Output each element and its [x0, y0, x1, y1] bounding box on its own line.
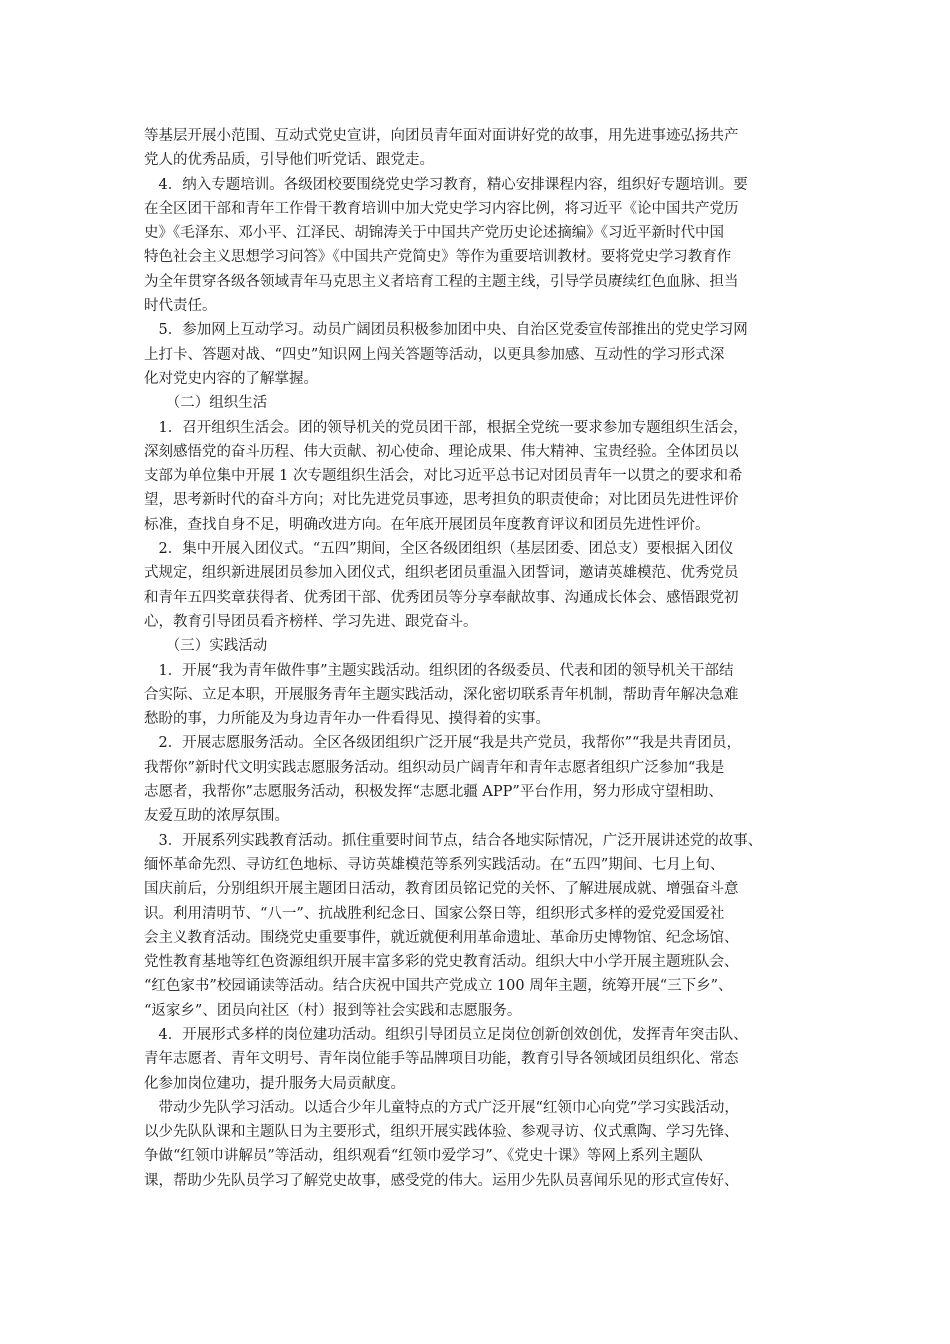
text-line: 5．参加网上互动学习。动员广阔团员积极参加团中央、自治区党委宣传部推出的党史学习网 [144, 322, 748, 339]
text-line: 深刻感悟党的奋斗历程、伟大贡献、初心使命、理论成果、伟大精神、宝贵经验。全体团员以 [144, 443, 739, 460]
text-line: 时代责任。 [144, 298, 217, 315]
text-line: 在全区团干部和青年工作骨干教育培训中加大党史学习内容比例，将习近平《论中国共产党历 [144, 200, 739, 217]
text-line: 1．开展“我为青年做件事”主题实践活动。组织团的各级委员、代表和团的领导机关干部结 [144, 662, 734, 679]
text-line: 化参加岗位建功，提升服务大局贡献度。 [144, 1075, 405, 1092]
text-line: 3．开展系列实践教育活动。抓住重要时间节点，结合各地实际情况，广泛开展讲述党的故事、 [144, 832, 763, 849]
text-line: 4．开展形式多样的岗位建功活动。组织引导团员立足岗位创新创效创优，发挥青年突击队、 [144, 1026, 748, 1043]
text-line: 式规定，组织新进展团员参加入团仪式，组织老团员重温入团誓词，邀请英雄模范、优秀党员 [144, 565, 739, 582]
text-line: 等基层开展小范围、互动式党史宣讲，向团员青年面对面讲好党的故事，用先进事迹弘扬共产 [144, 128, 739, 144]
text-line: 和青年五四奖章获得者、优秀团干部、优秀团员等分享奉献故事、沟通成长体会、感悟跟党初 [144, 589, 739, 606]
document-body [144, 124, 814, 1193]
text-line: 1．召开组织生活会。团的领导机关的党员团干部，根据全党统一要求参加专题组织生活会， [144, 419, 748, 436]
text-line: “返家乡”、团员向社区（村）报到等社会实践和志愿服务。 [144, 1002, 522, 1019]
text-line: 青年志愿者、青年文明号、青年岗位能手等品牌项目功能，教育引导各领域团员组织化、常态 [144, 1051, 739, 1068]
text-line: 带动少先队学习活动。以适合少年儿童特点的方式广泛开展“红领巾心向党”学习实践活动， [144, 1099, 739, 1116]
text-line: 会主义教育活动。围绕党史重要事件，就近就便利用革命遗址、革命历史博物馆、纪念场馆、 [144, 929, 739, 946]
text-line: 愁盼的事，力所能及为身边青年办一件看得见、摸得着的实事。 [144, 711, 550, 728]
text-line: 心，教育引导团员看齐榜样、学习先进、跟党奋斗。 [144, 613, 478, 630]
text-line: 国庆前后，分别组织开展主题团日活动，教育团员铭记党的关怀、了解进展成就、增强奋斗意 [144, 881, 739, 898]
text-line: 支部为单位集中开展 1 次专题组织生活会，对比习近平总书记对团员青年一以贯之的要求和希 [144, 468, 743, 485]
text-line: 党性教育基地等红色资源组织开展丰富多彩的党史教育活动。组织大中小学开展主题班队会、 [144, 954, 739, 971]
text-line: 史》《毛泽东、邓小平、江泽民、胡锦涛关于中国共产党历史论述摘编》《习近平新时代中国 [144, 225, 724, 242]
text-line: 争做“红领巾讲解员”等活动，组织观看“红领巾爱学习”、《党史十课》等网上系列主题队 [144, 1148, 703, 1165]
text-line: 上打卡、答题对战、“四史”知识网上闯关答题等活动，以更具参加感、互动性的学习形式深 [144, 346, 725, 363]
text-line: 党人的优秀品质，引导他们听党话、跟党走。 [144, 152, 434, 169]
text-line: 为全年贯穿各级各领域青年马克思主义者培育工程的主题主线，引导学员赓续红色血脉、担当 [144, 273, 739, 290]
text-line: 4．纳入专题培训。各级团校要围绕党史学习教育，精心安排课程内容，组织好专题培训。要 [144, 176, 748, 193]
text-line: 以少先队队课和主题队日为主要形式，组织开展实践体验、参观寻访、仪式熏陶、学习先锋、 [144, 1124, 739, 1141]
text-line: 合实际、立足本职，开展服务青年主题实践活动，深化密切联系青年机制，帮助青年解决急难 [144, 686, 739, 703]
text-line: 望，思考新时代的奋斗方向；对比先进党员事迹，思考担负的职责使命；对比团员先进性评价 [144, 492, 739, 509]
text-line: 识。利用清明节、“八一”、抗战胜利纪念日、国家公祭日等，组织形式多样的爱党爱国爱社 [144, 905, 725, 922]
section-heading-practice-activities: （三）实践活动 [144, 638, 268, 655]
text-line: 2．开展志愿服务活动。全区各级团组织广泛开展“我是共产党员，我帮你”“我是共青团员， [144, 735, 741, 752]
text-line: 2．集中开展入团仪式。“五四”期间，全区各级团组织（基层团委、团总支）要根据入团仪 [144, 541, 734, 558]
text-line: 特色社会主义思想学习问答》《中国共产党简史》等作为重要培训教材。要将党史学习教育作 [144, 249, 732, 266]
text-line: 我帮你”新时代文明实践志愿服务活动。组织动员广阔青年和青年志愿者组织广泛参加“我是 [144, 759, 725, 776]
text-line: 化对党史内容的了解掌握。 [144, 370, 318, 387]
text-line: 志愿者，我帮你”志愿服务活动，积极发挥“志愿北疆 APP”平台作用，努力形成守望相助、 [144, 784, 723, 801]
text-line: 课，帮助少先队员学习了解党史故事，感受党的伟大。运用少先队员喜闻乐见的形式宣传好、 [144, 1172, 739, 1189]
text-line: 友爱互助的浓厚氛围。 [144, 808, 289, 825]
text-line: “红色家书”校园诵读等活动。结合庆祝中国共产党成立 100 周年主题，统筹开展“三下乡”、 [144, 978, 733, 995]
section-heading-organization-life: （二）组织生活 [144, 395, 268, 412]
text-line: 标准，查找自身不足，明确改进方向。在年底开展团员年度教育评议和团员先进性评价。 [144, 516, 710, 533]
text-line: 缅怀革命先烈、寻访红色地标、寻访英雄模范等系列实践活动。在“五四”期间、七月上旬、 [144, 856, 725, 873]
